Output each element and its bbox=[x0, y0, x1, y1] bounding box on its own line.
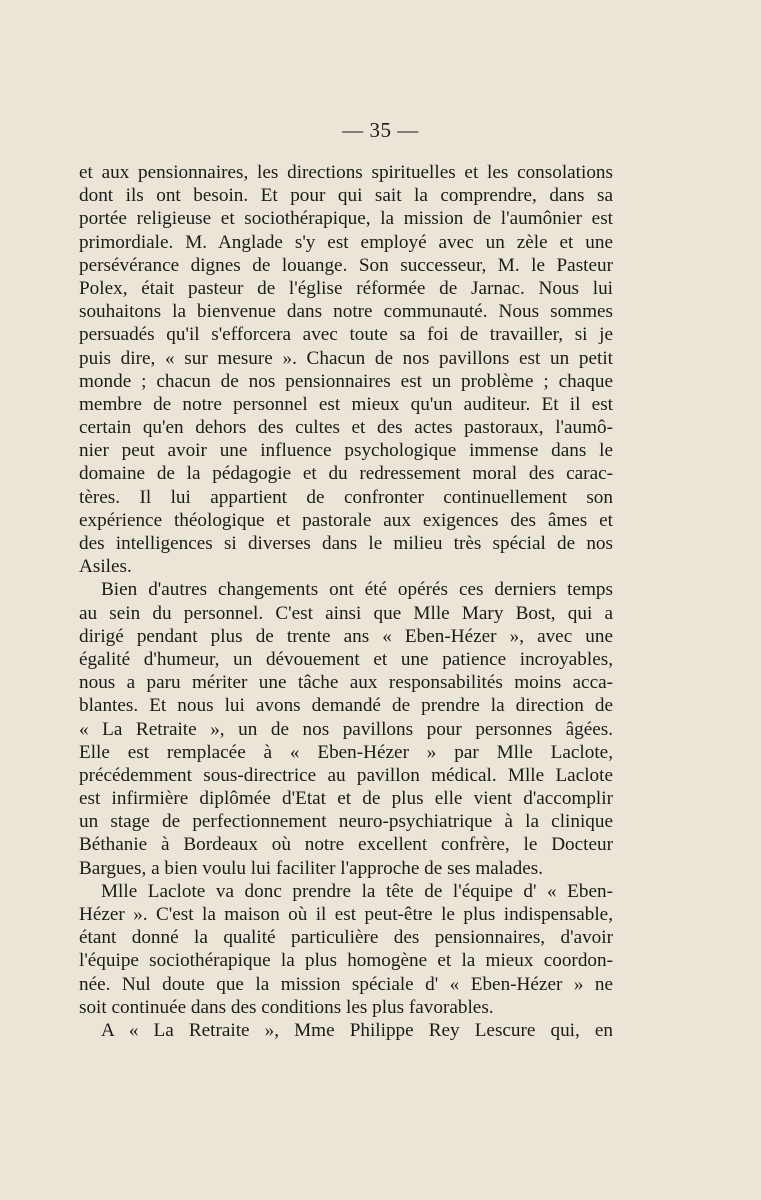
text-line: un stage de perfectionnement neuro-psychiatrique à la clinique bbox=[79, 811, 613, 833]
text-line: A « La Retraite », Mme Philippe Rey Lescure qui, en bbox=[101, 1019, 613, 1041]
text-line: Elle est remplacée à « Eben-Hézer » par Mlle Laclote, bbox=[79, 741, 613, 763]
text-line: domaine de la pédagogie et du redressement moral des carac- bbox=[79, 463, 613, 485]
text-line: Mlle Laclote va donc prendre la tête de l'équipe d' « Eben- bbox=[101, 880, 613, 902]
text-line: souhaitons la bienvenue dans notre communauté. Nous sommes bbox=[79, 301, 613, 323]
text-line: étant donné la qualité particulière des pensionnaires, d'avoir bbox=[79, 927, 613, 949]
text-line: puis dire, « sur mesure ». Chacun de nos pavillons est un petit bbox=[79, 347, 613, 369]
text-line: soit continuée dans des conditions les plus favorables. bbox=[79, 996, 494, 1018]
text-line: est infirmière diplômée d'Etat et de plus elle vient d'accomplir bbox=[79, 788, 613, 810]
text-line: portée religieuse et sociothérapique, la mission de l'aumônier est bbox=[79, 208, 613, 230]
text-line: monde ; chacun de nos pensionnaires est un problème ; chaque bbox=[79, 370, 613, 392]
text-line: nous a paru mériter une tâche aux responsabilités moins acca- bbox=[79, 672, 613, 694]
text-line: certain qu'en dehors des cultes et des actes pastoraux, l'aumô- bbox=[79, 417, 613, 439]
text-line: persévérance dignes de louange. Son successeur, M. le Pasteur bbox=[79, 254, 613, 276]
text-line: expérience théologique et pastorale aux exigences des âmes et bbox=[79, 509, 613, 531]
text-line: précédemment sous-directrice au pavillon médical. Mlle Laclote bbox=[79, 764, 613, 786]
text-line: Asiles. bbox=[79, 556, 132, 578]
text-line: l'équipe sociothérapique la plus homogène et la mieux coordon- bbox=[79, 950, 613, 972]
body-text bbox=[79, 161, 613, 1042]
text-line: nier peut avoir une influence psychologique immense dans le bbox=[79, 440, 613, 462]
text-line: au sein du personnel. C'est ainsi que Mlle Mary Bost, qui a bbox=[79, 602, 613, 624]
text-line: et aux pensionnaires, les directions spirituelles et les consolations bbox=[79, 162, 613, 183]
text-line: des intelligences si diverses dans le milieu très spécial de nos bbox=[79, 533, 613, 554]
text-line: Hézer ». C'est la maison où il est peut-être le plus indispensable, bbox=[79, 904, 613, 925]
text-line: dont ils ont besoin. Et pour qui sait la comprendre, dans sa bbox=[79, 185, 613, 207]
text-line: tères. Il lui appartient de confronter continuellement son bbox=[79, 486, 613, 508]
text-line: Béthanie à Bordeaux où notre excellent confrère, le Docteur bbox=[79, 834, 613, 856]
text-line: membre de notre personnel est mieux qu'un auditeur. Et il est bbox=[79, 393, 613, 415]
page-number: — 35 — bbox=[342, 118, 419, 142]
text-line: égalité d'humeur, un dévouement et une patience incroyables, bbox=[79, 648, 613, 670]
text-line: persuadés qu'il s'efforcera avec toute sa foi de travailler, si je bbox=[79, 324, 613, 346]
text-line: dirigé pendant plus de trente ans « Eben-Hézer », avec une bbox=[79, 625, 613, 647]
text-line: Bargues, a bien voulu lui faciliter l'approche de ses malades. bbox=[79, 857, 543, 879]
text-line: « La Retraite », un de nos pavillons pour personnes âgées. bbox=[79, 718, 613, 740]
text-line: née. Nul doute que la mission spéciale d' « Eben-Hézer » ne bbox=[79, 973, 613, 995]
text-line: Polex, était pasteur de l'église réformée de Jarnac. Nous lui bbox=[79, 277, 613, 299]
text-line: Bien d'autres changements ont été opérés ces derniers temps bbox=[101, 579, 613, 601]
text-line: blantes. Et nous lui avons demandé de prendre la direction de bbox=[79, 695, 613, 717]
text-line: primordiale. M. Anglade s'y est employé avec un zèle et une bbox=[79, 231, 613, 253]
